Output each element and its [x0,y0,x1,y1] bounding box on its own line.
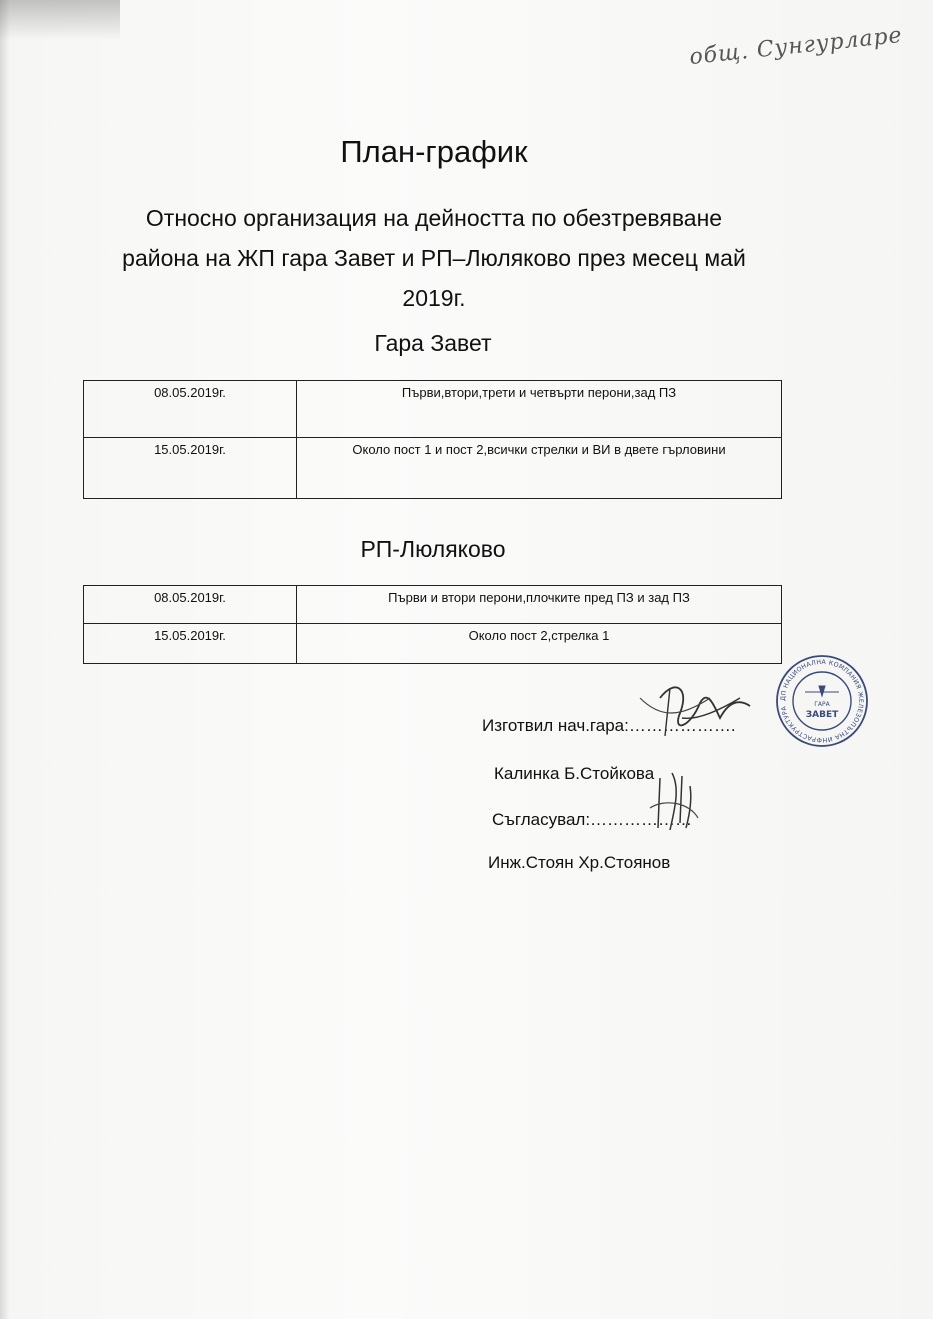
prepared-by-name: Калинка Б.Стойкова [494,764,655,783]
table-row [84,381,782,438]
section-title-lyulyakovo: РП-Люляково [360,536,506,562]
task-cell: Около пост 1 и пост 2,всички стрелки и ВИ в двете гърловини [297,438,782,499]
document-subtitle [96,198,772,318]
task-cell: Около пост 2,стрелка 1 [297,624,782,664]
subtitle-line-2: района на ЖП гара Завет и РП–Люляково през месец май [122,245,746,271]
subtitle-line-1: Относно организация на дейността по обезтревяване [145,205,723,231]
subtitle-line-3: 2019г. [402,285,466,311]
date-cell: 15.05.2019г. [84,438,297,499]
schedule-table-zavet [83,380,782,499]
table-row [84,586,782,624]
agreed-by-name: Инж.Стоян Хр.Стоянов [488,853,671,872]
handwritten-note: общ. Сунгурларе [688,22,904,71]
schedule-table-lyulyakovo [83,585,782,664]
prepared-by-label: Изготвил нач.гара:………………. [482,716,736,735]
page-fold-shadow [0,0,120,40]
date-cell: 15.05.2019г. [84,624,297,664]
official-stamp [775,654,869,748]
section-title-zavet: Гара Завет [374,330,492,356]
agreed-by-label: Съгласувал:……………… [492,810,693,829]
page-edge-shadow [0,0,10,1319]
date-cell: 08.05.2019г. [84,381,297,438]
document-title: План-график [340,134,528,169]
svg-text:ДП НАЦИОНАЛНА КОМПАНИЯ ЖЕЛЕЗОП: ДП НАЦИОНАЛНА КОМПАНИЯ ЖЕЛЕЗОПЪТНА ИНФРАСТРУКТУРА [779,658,865,744]
stamp-center-top: ГАРА [814,701,830,708]
table-row [84,438,782,499]
stamp-center-main: ЗАВЕТ [805,710,839,720]
task-cell: Първи и втори перони,плочките пред ПЗ и зад ПЗ [297,586,782,624]
date-cell: 08.05.2019г. [84,586,297,624]
task-cell: Първи,втори,трети и четвърти перони,зад ПЗ [297,381,782,438]
handwritten-signature [620,658,760,838]
